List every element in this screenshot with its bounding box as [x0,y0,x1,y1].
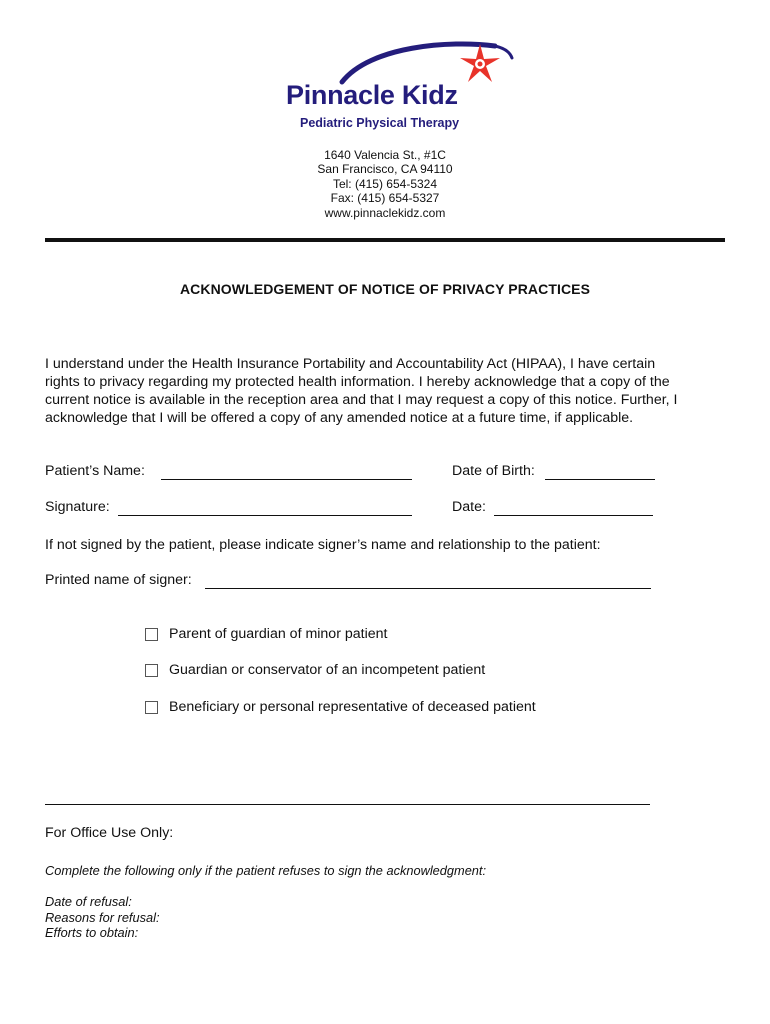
patient-name-field[interactable] [161,479,412,480]
date-of-refusal-label: Date of refusal: [45,894,132,909]
reasons-for-refusal-label: Reasons for refusal: [45,909,160,925]
signer-instruction: If not signed by the patient, please indicate signer’s name and relationship to the patient: [45,537,601,553]
option-label: Parent of guardian of minor patient [169,626,388,642]
address-line-1: 1640 Valencia St., #1C [324,148,446,162]
efforts-to-obtain-label: Efforts to obtain: [45,925,139,940]
checkbox[interactable] [145,628,158,641]
header-divider [45,238,725,242]
option-beneficiary[interactable] [145,699,536,715]
acknowledgement-paragraph [45,355,735,427]
paragraph-line: acknowledge that I will be offered a copy of any amended notice at a future time, if applicable. [45,410,634,426]
office-instruction: Complete the following only if the patient refuses to sign the acknowledgment: [45,863,487,878]
date-of-birth-field[interactable] [545,479,655,480]
logo-tagline: Pediatric Physical Therapy [300,116,460,130]
checkbox[interactable] [145,701,158,714]
signature-field[interactable] [118,515,412,516]
fax-number: Fax: (415) 654-5327 [330,191,440,206]
office-section-divider [45,804,650,805]
address-line-2: San Francisco, CA 94110 [317,162,453,177]
printed-name-field[interactable] [205,588,651,589]
date-label: Date: [452,499,486,515]
document-title: ACKNOWLEDGEMENT OF NOTICE OF PRIVACY PRACTICES [179,281,591,297]
website-link[interactable]: www.pinnaclekidz.com [324,205,446,220]
option-parent-guardian[interactable] [145,626,387,642]
office-fields [45,894,160,941]
option-guardian-conservator[interactable] [145,662,485,678]
option-label: Guardian or conservator of an incompetent patient [169,662,486,678]
date-of-birth-label: Date of Birth: [452,463,535,479]
checkbox[interactable] [145,664,158,677]
paragraph-line: current notice is available in the reception area and that I may request a copy of this notice. Further, I [45,392,678,408]
date-field[interactable] [494,515,653,516]
phone-number: Tel: (415) 654-5324 [332,176,438,191]
patient-name-label: Patient’s Name: [45,463,145,479]
paragraph-line: rights to privacy regarding my protected health information. I hereby acknowledge that a copy of the [45,374,670,390]
office-use-heading: For Office Use Only: [45,825,174,841]
logo-name: Pinnacle Kidz [286,80,458,110]
printed-name-label: Printed name of signer: [45,572,192,588]
company-logo [280,38,520,138]
option-label: Beneficiary or personal representative of deceased patient [169,699,536,715]
signature-label: Signature: [45,499,110,515]
contact-block [235,148,535,220]
paragraph-line: I understand under the Health Insurance Portability and Accountability Act (HIPAA), I have certain [45,356,656,372]
